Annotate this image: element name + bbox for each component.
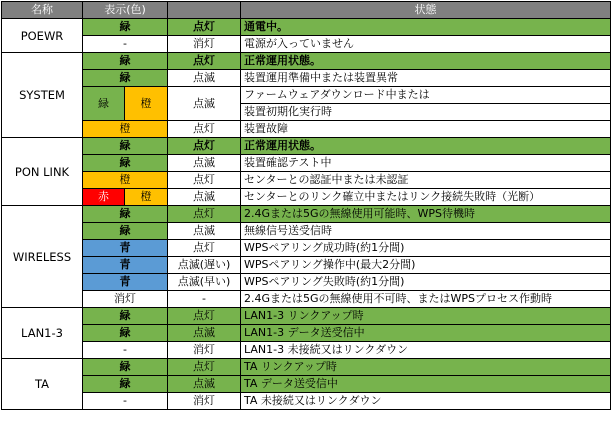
header-status: 状態: [241, 2, 611, 19]
color-cell: 消灯: [83, 291, 168, 308]
color-cell: 青: [83, 240, 168, 257]
state-cell: 点灯: [168, 359, 241, 376]
component-name-ta: TA: [2, 359, 83, 410]
color-cell: 緑: [83, 19, 168, 36]
color-cell-red: 赤: [83, 189, 125, 206]
table-row: [2, 393, 611, 410]
component-name-system: SYSTEM: [2, 53, 83, 138]
state-cell: 点滅(早い): [168, 274, 241, 291]
table-row: [2, 36, 611, 53]
color-cell: 緑: [83, 155, 168, 172]
color-cell: 緑: [83, 325, 168, 342]
color-cell-green: 緑: [83, 87, 125, 121]
color-cell: -: [83, 342, 168, 359]
desc-cell: WPSペアリング操作中(最大2分間): [241, 257, 611, 274]
desc-cell: TA リンクアップ時: [241, 359, 611, 376]
desc-cell: 装置故障: [241, 121, 611, 138]
table-row: [2, 172, 611, 189]
state-cell: 点灯: [168, 138, 241, 155]
state-cell: 点滅: [168, 223, 241, 240]
color-cell: 緑: [83, 223, 168, 240]
table-row: [2, 87, 611, 104]
table-row: [2, 19, 611, 36]
table-row: [2, 274, 611, 291]
color-cell: 緑: [83, 376, 168, 393]
desc-cell: センターとのリンク確立中またはリンク接続失敗時（光断）: [241, 189, 611, 206]
desc-cell: LAN1-3 未接続又はリンクダウン: [241, 342, 611, 359]
state-cell: 点滅: [168, 376, 241, 393]
table-row: [2, 376, 611, 393]
table-row: [2, 206, 611, 223]
table-row: [2, 155, 611, 172]
desc-cell: 正常運用状態。: [241, 138, 611, 155]
component-name-wireless: WIRELESS: [2, 206, 83, 308]
desc-cell: WPSペアリング成功時(約1分間): [241, 240, 611, 257]
color-cell: 橙: [83, 172, 168, 189]
color-cell: 緑: [83, 206, 168, 223]
desc-cell: 通電中。: [241, 19, 611, 36]
header-blank: [168, 2, 241, 19]
component-name-pon: PON LINK: [2, 138, 83, 206]
color-cell-orange: 橙: [125, 189, 168, 206]
color-cell-orange: 橙: [125, 87, 168, 121]
desc-cell: ファームウェアダウンロード中または: [241, 87, 611, 104]
color-cell: 緑: [83, 53, 168, 70]
state-cell: 点灯: [168, 121, 241, 138]
table-row: [2, 70, 611, 87]
table-row: [2, 138, 611, 155]
desc-cell: 2.4Gまたは5Gの無線使用可能時、WPS待機時: [241, 206, 611, 223]
color-cell: 緑: [83, 138, 168, 155]
table-row: [2, 53, 611, 70]
color-cell: 緑: [83, 70, 168, 87]
table-row: [2, 342, 611, 359]
desc-cell: 無線信号送受信時: [241, 223, 611, 240]
desc-cell: 2.4Gまたは5Gの無線使用不可時、またはWPSプロセス作動時: [241, 291, 611, 308]
state-cell: 点灯: [168, 308, 241, 325]
desc-cell: LAN1-3 リンクアップ時: [241, 308, 611, 325]
color-cell: -: [83, 393, 168, 410]
state-cell: 点灯: [168, 206, 241, 223]
desc-cell-cont: 装置初期化実行時: [241, 104, 611, 121]
state-cell: 点滅: [168, 87, 241, 121]
desc-cell: 装置確認テスト中: [241, 155, 611, 172]
color-cell: 橙: [83, 121, 168, 138]
component-name-lan: LAN1-3: [2, 308, 83, 359]
header-row: [2, 2, 611, 19]
header-name: 名称: [2, 2, 83, 19]
state-cell: 点灯: [168, 240, 241, 257]
state-cell: 点滅: [168, 189, 241, 206]
state-cell: 消灯: [168, 393, 241, 410]
color-cell: 青: [83, 274, 168, 291]
desc-cell: TA データ送受信中: [241, 376, 611, 393]
state-cell: -: [168, 291, 241, 308]
table-row: [2, 325, 611, 342]
desc-cell: センターとの認証中または未認証: [241, 172, 611, 189]
table-row: [2, 240, 611, 257]
state-cell: 点灯: [168, 53, 241, 70]
state-cell: 消灯: [168, 342, 241, 359]
state-cell: 点灯: [168, 19, 241, 36]
led-status-table: [1, 1, 611, 410]
state-cell: 消灯: [168, 36, 241, 53]
desc-cell: WPSペアリング失敗時(約1分間): [241, 274, 611, 291]
state-cell: 点滅(遅い): [168, 257, 241, 274]
table-row: [2, 189, 611, 206]
desc-cell: TA 未接続又はリンクダウン: [241, 393, 611, 410]
state-cell: 点滅: [168, 325, 241, 342]
desc-cell: 電源が入っていません: [241, 36, 611, 53]
state-cell: 点滅: [168, 70, 241, 87]
color-cell: -: [83, 36, 168, 53]
table-row: [2, 121, 611, 138]
state-cell: 点灯: [168, 172, 241, 189]
desc-cell: 装置運用準備中または装置異常: [241, 70, 611, 87]
desc-cell: 正常運用状態。: [241, 53, 611, 70]
header-display: 表示(色): [83, 2, 168, 19]
table-row: [2, 359, 611, 376]
table-row: [2, 257, 611, 274]
table-row: [2, 308, 611, 325]
table-row: [2, 291, 611, 308]
table-row: [2, 223, 611, 240]
color-cell: 緑: [83, 308, 168, 325]
color-cell: 緑: [83, 359, 168, 376]
color-cell: 青: [83, 257, 168, 274]
component-name-poe: POEWR: [2, 19, 83, 53]
desc-cell: LAN1-3 データ送受信中: [241, 325, 611, 342]
state-cell: 点滅: [168, 155, 241, 172]
